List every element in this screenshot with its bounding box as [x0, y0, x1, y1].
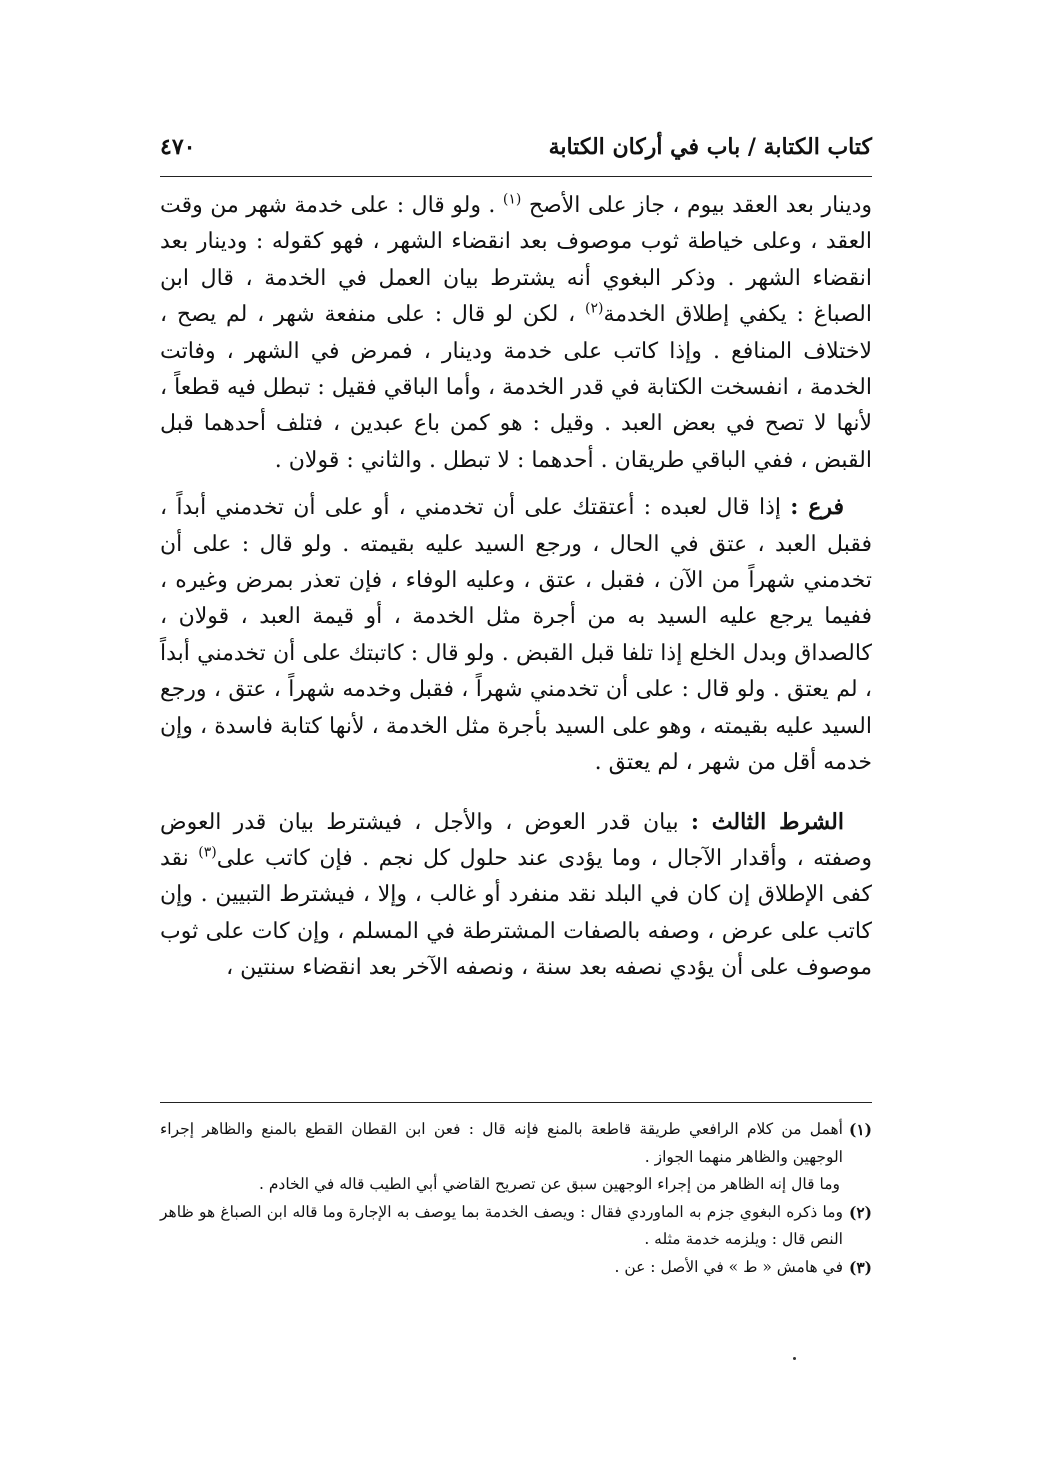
footnote-ref-2[interactable]: (٢) [584, 300, 604, 317]
footnote-ref-1[interactable]: (١) [502, 191, 522, 208]
footnote-2-text: وما ذكره البغوي جزم به الماوردي فقال : ويصف الخدمة بما يوصف به الإجارة وما قاله ابن الصباغ هو ظاهر النص قال : ويلزمه خدمة مثله . [160, 1202, 843, 1248]
footnote-rule [160, 1102, 872, 1103]
paragraph-2 [160, 489, 872, 781]
running-title: كتاب الكتابة / باب في أركان الكتابة [548, 134, 872, 160]
footnote-1-continuation: وما قال إنه الظاهر من إجراء الوجهين سبق عن تصريح القاضي أبي الطيب قاله في الخادم . [258, 1175, 840, 1193]
paragraph-2-lead: فرع : [790, 494, 845, 521]
paragraph-1-text-tail: ، لكن لو قال : على منفعة شهر ، لم يصح ، لاختلاف المنافع . وإذا كاتب على خدمة ودينار ، فمرض في الشهر ، وفاتت الخدمة ، انفسخت الكتابة في قدر الخدمة ، وأما الباقي فقيل : تبطل فيه قطعاً ، لأنها لا تصح في بعض العبد . وقيل : هو كمن باع عبدين ، فتلف أحدهما قبل القبض ، ففي الباقي طريقان . أحدهما : لا تبطل . والثاني : قولان . [160, 302, 872, 473]
paragraph-3-text: بيان قدر العوض ، والأجل ، فيشترط بيان قدر العوض وصفته ، وأقدار الآجال ، وما يؤدى عند حلول كل نجم . فإن كاتب على [160, 809, 872, 871]
page-header [160, 128, 872, 172]
footnote-ref-3[interactable]: (٣) [198, 844, 217, 861]
footnotes [160, 1116, 872, 1281]
paragraph-1 [160, 188, 872, 479]
paragraph-1-text-cont: . ولو قال : على خدمة شهر من وقت العقد ، وعلى خياطة ثوب موصوف بعد انقضاء الشهر ، فهو كقوله : ودينار بعد انقضاء الشهر . وذكر البغوي أنه يشترط بيان العمل في الخدمة ، قال ابن الصباغ : يكفي إطلاق الخدمة [160, 193, 872, 328]
page-number: ٤٧٠ [160, 134, 196, 160]
paragraph-3-text-tail: نقد كفى الإطلاق إن كان في البلد نقد منفرد أو غالب ، وإلا ، فيشترط التبيين . وإن كاتب على عرض ، وصفه بالصفات المشترطة في المسلم ، وإن كات على ثوب موصوف على أن يؤدي نصفه بعد سنة ، ونصفه الآخر بعد انقضاء سنتين ، [160, 845, 872, 981]
footnote-3-number: (٣) [848, 1257, 872, 1277]
paragraph-3 [160, 804, 872, 987]
paragraph-3-lead: الشرط الثالث : [690, 808, 845, 835]
footnote-2-number: (٢) [848, 1202, 872, 1222]
footnote-2 [160, 1199, 872, 1254]
scan-speck [793, 1357, 796, 1360]
header-rule [160, 176, 872, 177]
main-text [160, 188, 872, 987]
paragraph-2-text: إذا قال لعبده : أعتقتك على أن تخدمني ، أو على أن تخدمني أبداً ، فقبل العبد ، عتق في الحال ، ورجع السيد عليه بقيمته . ولو قال : على أن تخدمني شهراً من الآن ، فقبل ، عتق ، وعليه الوفاء ، فإن تعذر بمرض وغيره ، ففيما يرجع عليه السيد به من أجرة مثل الخدمة ، أو قيمة العبد ، قولان ، كالصداق وبدل الخلع إذا تلفا قبل القبض . ولو قال : كاتبتك على أن تخدمني أبداً ، لم يعتق . ولو قال : على أن تخدمني شهراً ، فقبل وخدمه شهراً ، عتق ، ورجع السيد عليه بقيمته ، وهو على السيد بأجرة مثل الخدمة ، لأنها كتابة فاسدة ، وإن خدمه أقل من شهر ، لم يعتق . [160, 495, 872, 776]
footnote-1 [160, 1116, 872, 1171]
footnote-3 [160, 1254, 872, 1282]
footnote-3-text: في هامش « ط » في الأصل : عن . [614, 1257, 843, 1276]
paragraph-1-text: ودينار بعد العقد بيوم ، جاز على الأصح [528, 193, 872, 218]
footnote-1-number: (١) [848, 1120, 872, 1139]
footnote-1-text: أهمل من كلام الرافعي طريقة قاطعة بالمنع فإنه قال : فعن ابن القطان القطع بالمنع والظاهر إجراء الوجهين والظاهر منهما الجواز . [160, 1120, 843, 1166]
